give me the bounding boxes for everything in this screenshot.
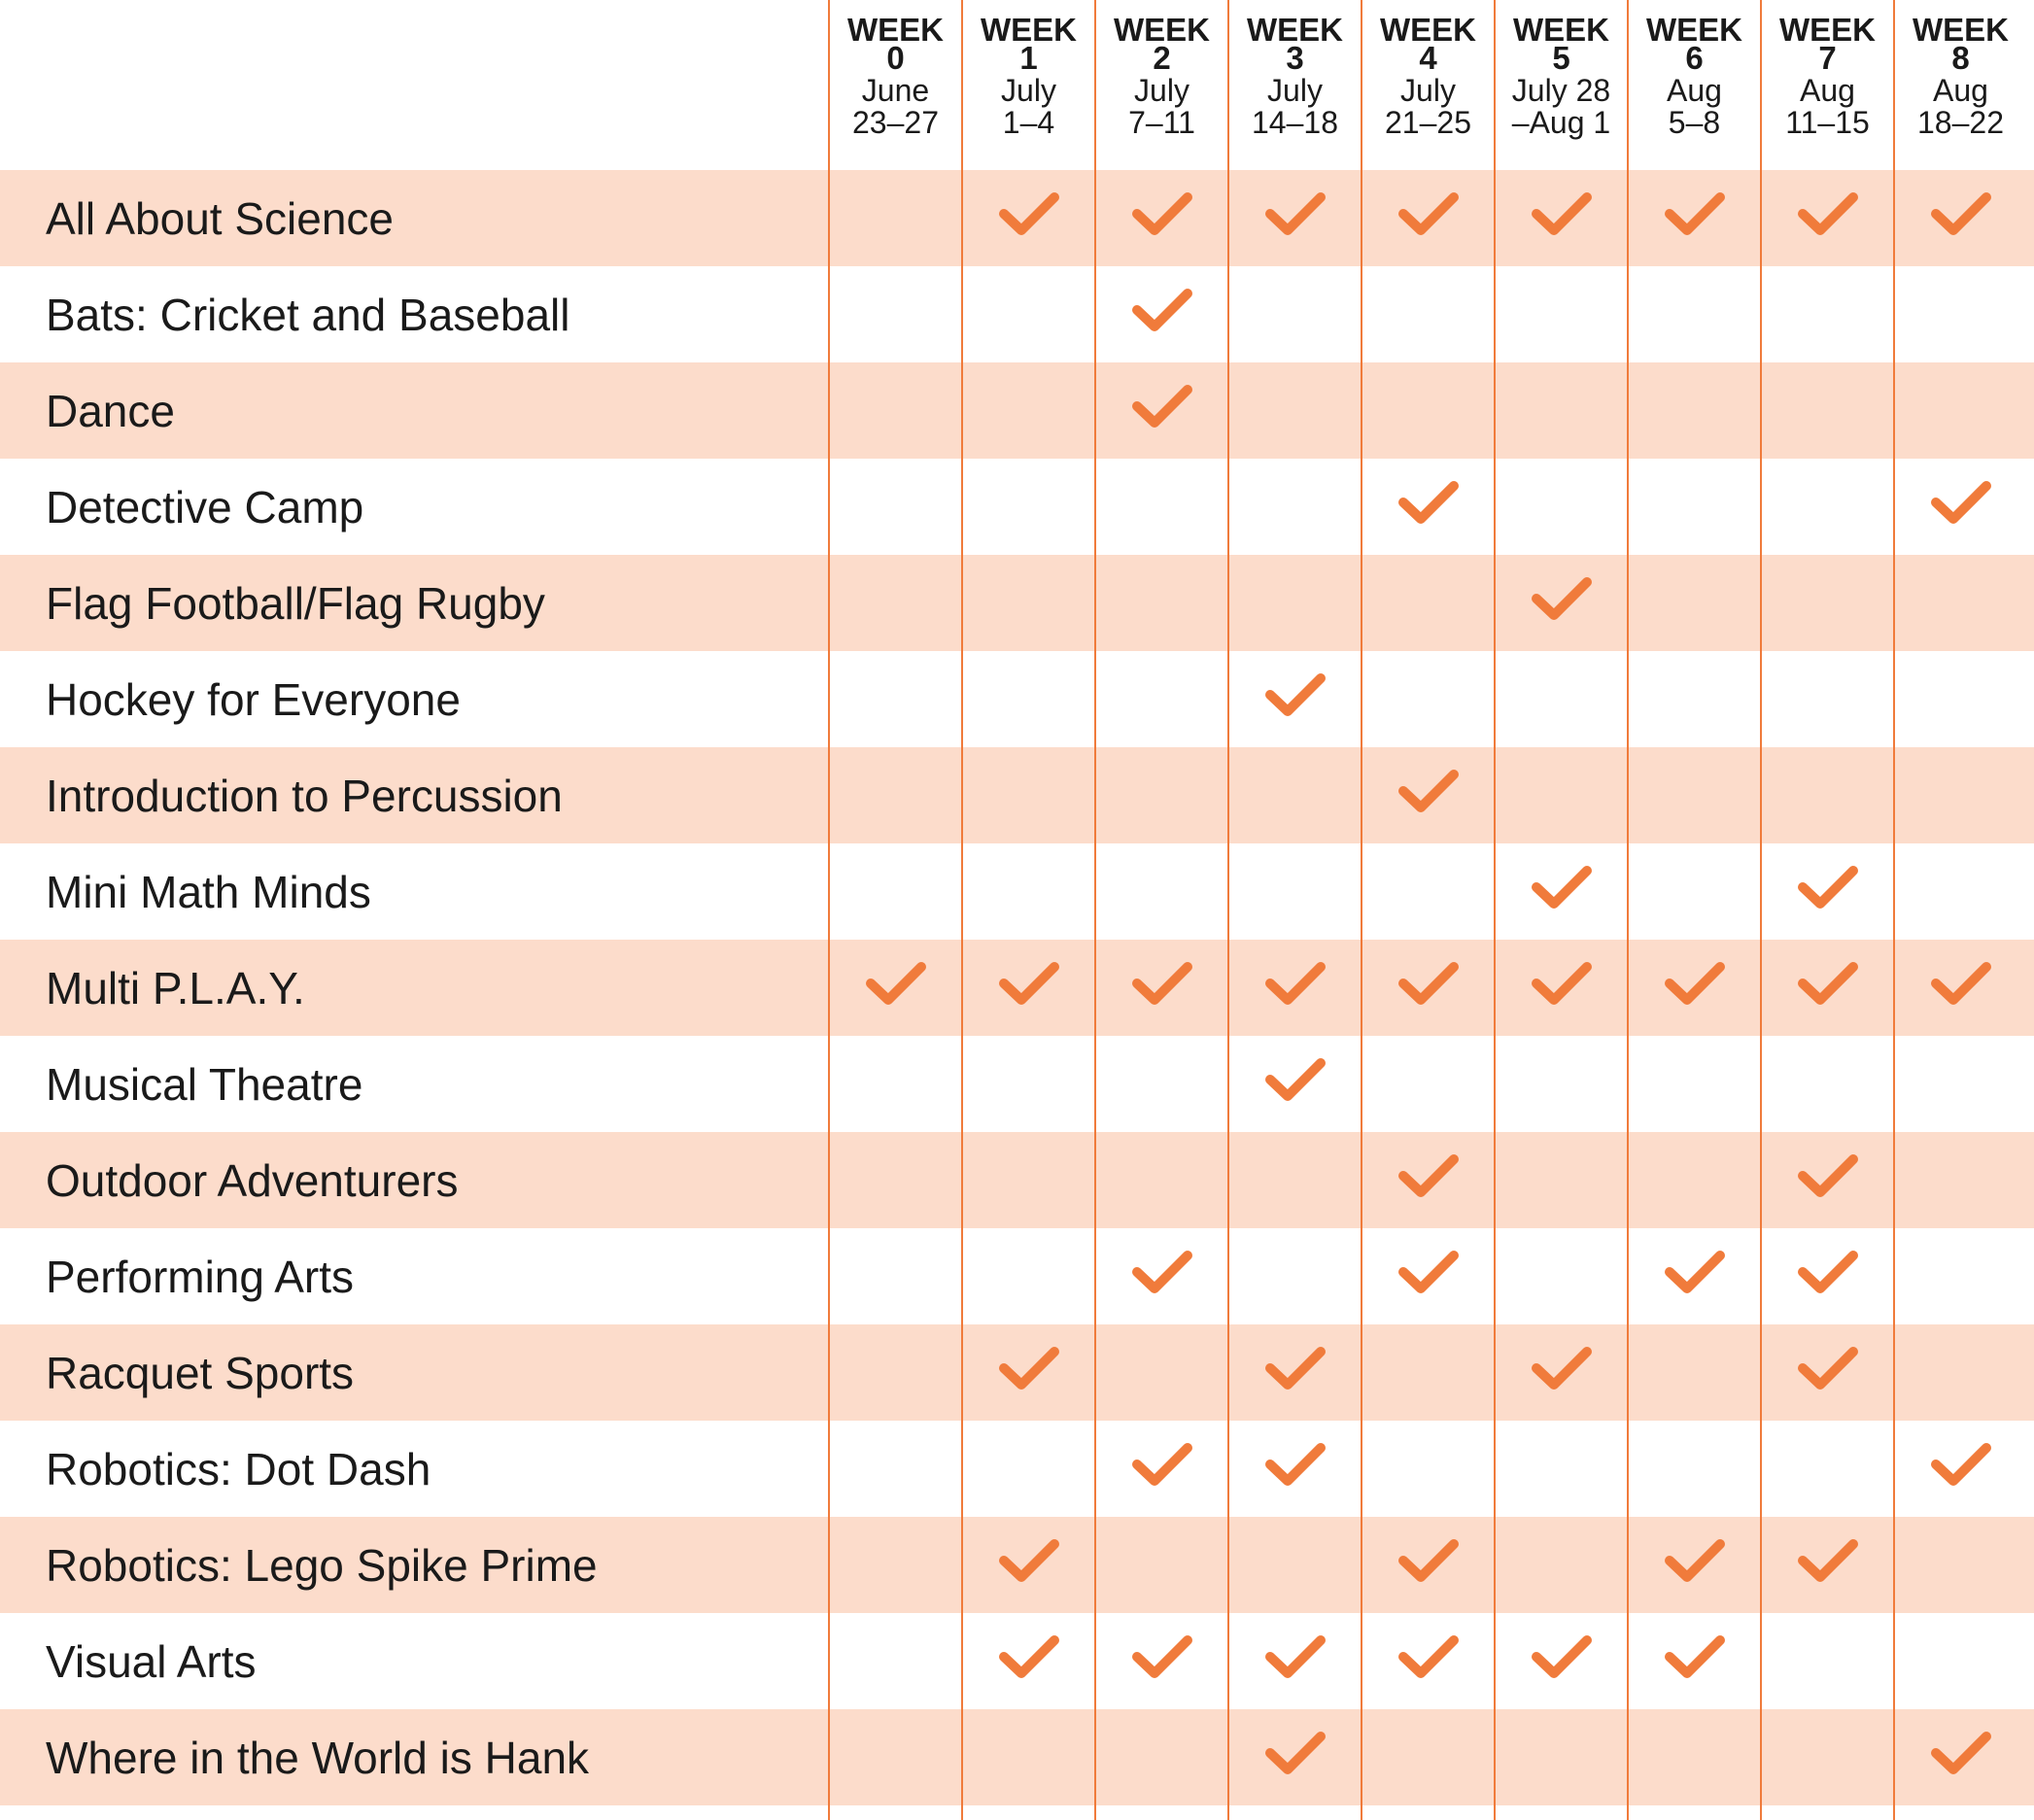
week-header — [1761, 12, 1894, 140]
check-mark-icon — [1130, 1248, 1194, 1298]
check-mark-icon — [1130, 1632, 1194, 1683]
check-mark-icon — [864, 959, 928, 1010]
check-mark-icon — [997, 189, 1061, 240]
check-mark-icon — [1263, 189, 1327, 240]
week-label: WEEK — [1380, 12, 1476, 48]
week-date-line1: Aug — [1933, 73, 1988, 108]
week-header — [1228, 12, 1362, 140]
column-divider — [1893, 0, 1895, 1820]
column-divider — [1094, 0, 1096, 1820]
week-date-line2: 1–4 — [1002, 105, 1055, 140]
check-mark-icon — [1929, 189, 1993, 240]
check-mark-icon — [1796, 1536, 1860, 1587]
check-mark-icon — [1263, 1729, 1327, 1779]
check-mark-icon — [1263, 1632, 1327, 1683]
week-date-line1: July — [1400, 73, 1456, 108]
check-mark-icon — [997, 1536, 1061, 1587]
check-mark-icon — [1396, 1248, 1461, 1298]
check-mark-icon — [1663, 959, 1727, 1010]
program-name: Where in the World is Hank — [46, 1733, 590, 1783]
check-mark-icon — [1130, 382, 1194, 432]
check-mark-icon — [1796, 189, 1860, 240]
program-name: Flag Football/Flag Rugby — [46, 578, 545, 629]
check-mark-icon — [1663, 1536, 1727, 1587]
week-header — [962, 12, 1095, 140]
check-mark-icon — [1796, 1344, 1860, 1394]
check-mark-icon — [1796, 863, 1860, 913]
program-name: Performing Arts — [46, 1252, 354, 1302]
column-divider — [961, 0, 963, 1820]
program-name: Visual Arts — [46, 1636, 257, 1687]
column-divider — [1627, 0, 1629, 1820]
program-name: Dance — [46, 386, 175, 436]
program-name: All About Science — [46, 193, 395, 244]
program-name: Introduction to Percussion — [46, 771, 563, 821]
week-header — [829, 12, 962, 140]
check-mark-icon — [1530, 959, 1594, 1010]
check-mark-icon — [997, 959, 1061, 1010]
check-mark-icon — [1130, 1440, 1194, 1491]
check-mark-icon — [1929, 1729, 1993, 1779]
check-mark-icon — [1396, 1151, 1461, 1202]
week-label: WEEK — [1779, 12, 1876, 48]
check-mark-icon — [1263, 1440, 1327, 1491]
check-mark-icon — [1396, 767, 1461, 817]
week-date-line2: 11–15 — [1785, 105, 1870, 140]
check-mark-icon — [1796, 1248, 1860, 1298]
week-number: 8 — [1951, 40, 1970, 76]
week-number: 3 — [1286, 40, 1304, 76]
check-mark-icon — [1663, 189, 1727, 240]
check-mark-icon — [997, 1344, 1061, 1394]
week-header — [1495, 12, 1628, 140]
check-mark-icon — [1929, 1440, 1993, 1491]
check-mark-icon — [1263, 1055, 1327, 1106]
week-number: 2 — [1153, 40, 1171, 76]
check-mark-icon — [1130, 286, 1194, 336]
week-date-line2: 7–11 — [1128, 105, 1195, 140]
check-mark-icon — [1396, 959, 1461, 1010]
week-label: WEEK — [847, 12, 944, 48]
check-mark-icon — [1929, 478, 1993, 529]
week-number: 7 — [1818, 40, 1837, 76]
column-divider — [1760, 0, 1762, 1820]
check-mark-icon — [1530, 189, 1594, 240]
check-mark-icon — [1396, 1632, 1461, 1683]
week-label: WEEK — [1913, 12, 2009, 48]
column-divider — [1227, 0, 1229, 1820]
week-label: WEEK — [1513, 12, 1609, 48]
program-name: Racquet Sports — [46, 1348, 355, 1398]
check-mark-icon — [1130, 959, 1194, 1010]
check-mark-icon — [1263, 670, 1327, 721]
week-date-line2: 5–8 — [1668, 105, 1721, 140]
program-name: Bats: Cricket and Baseball — [46, 290, 570, 340]
week-header — [1628, 12, 1761, 140]
check-mark-icon — [1530, 1632, 1594, 1683]
week-number: 6 — [1685, 40, 1704, 76]
week-label: WEEK — [981, 12, 1077, 48]
week-date-line1: July — [1001, 73, 1056, 108]
check-mark-icon — [997, 1632, 1061, 1683]
week-header — [1095, 12, 1228, 140]
week-date-line2: 21–25 — [1385, 105, 1471, 140]
week-date-line2: –Aug 1 — [1511, 105, 1611, 140]
check-mark-icon — [1663, 1632, 1727, 1683]
check-mark-icon — [1796, 959, 1860, 1010]
week-date-line2: 18–22 — [1917, 105, 2004, 140]
check-mark-icon — [1663, 1248, 1727, 1298]
week-date-line1: July — [1134, 73, 1189, 108]
week-date-line1: Aug — [1667, 73, 1722, 108]
check-mark-icon — [1796, 1151, 1860, 1202]
row-stripe — [0, 362, 2034, 459]
week-label: WEEK — [1646, 12, 1742, 48]
column-divider — [1361, 0, 1362, 1820]
program-name: Multi P.L.A.Y. — [46, 963, 305, 1013]
program-name: Robotics: Dot Dash — [46, 1444, 431, 1494]
program-name: Robotics: Lego Spike Prime — [46, 1540, 598, 1591]
check-mark-icon — [1929, 959, 1993, 1010]
program-name: Musical Theatre — [46, 1059, 363, 1110]
check-mark-icon — [1263, 959, 1327, 1010]
week-header — [1362, 12, 1495, 140]
week-date-line2: 23–27 — [852, 105, 939, 140]
program-name: Mini Math Minds — [46, 867, 371, 917]
week-date-line1: June — [861, 73, 930, 108]
week-number: 4 — [1419, 40, 1437, 76]
check-mark-icon — [1530, 574, 1594, 625]
check-mark-icon — [1263, 1344, 1327, 1394]
column-divider — [1494, 0, 1496, 1820]
program-name: Hockey for Everyone — [46, 674, 461, 725]
week-number: 0 — [886, 40, 905, 76]
week-date-line1: Aug — [1800, 73, 1855, 108]
week-date-line1: July 28 — [1511, 73, 1611, 108]
program-name: Outdoor Adventurers — [46, 1155, 459, 1206]
week-number: 5 — [1552, 40, 1570, 76]
week-label: WEEK — [1247, 12, 1343, 48]
week-number: 1 — [1019, 40, 1038, 76]
check-mark-icon — [1130, 189, 1194, 240]
check-mark-icon — [1396, 478, 1461, 529]
week-header — [1894, 12, 2027, 140]
check-mark-icon — [1396, 1536, 1461, 1587]
program-name: Detective Camp — [46, 482, 364, 532]
week-date-line2: 14–18 — [1252, 105, 1338, 140]
column-divider — [828, 0, 830, 1820]
check-mark-icon — [1530, 863, 1594, 913]
check-mark-icon — [1530, 1344, 1594, 1394]
week-date-line1: July — [1267, 73, 1323, 108]
check-mark-icon — [1396, 189, 1461, 240]
week-label: WEEK — [1114, 12, 1210, 48]
